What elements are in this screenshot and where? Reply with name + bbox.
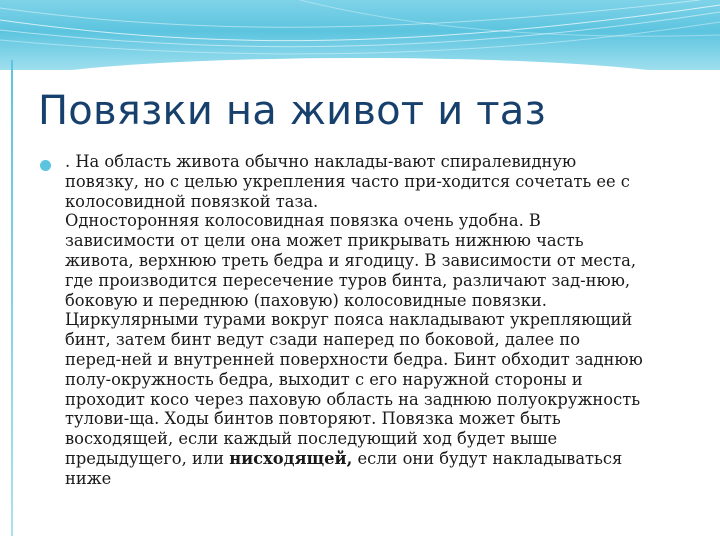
text-line: колосовидной повязкой таза.	[65, 191, 319, 211]
text-line: перед-ней и внутренней поверхности бедра. Бинт обходит заднюю	[65, 349, 643, 369]
slide-body-text	[65, 152, 705, 489]
text-line: зависимости от цели она может прикрывать нижнюю часть	[65, 231, 584, 251]
bold-term: нисходящей,	[229, 448, 353, 468]
text-line: Односторонняя колосовидная повязка очень удобна. В	[65, 211, 541, 231]
text-line: повязку, но с целью укрепления часто при-ходится сочетать ее с	[65, 171, 630, 191]
text-line: полу-окружность бедра, выходит с его наружной стороны и	[65, 369, 583, 389]
text-line: . На область живота обычно наклады-вают спиралевидную	[65, 152, 577, 171]
text-segment: предыдущего, или	[65, 448, 230, 468]
side-accent-line	[11, 60, 13, 536]
header-decoration	[0, 0, 720, 70]
text-line-mixed	[65, 449, 705, 469]
text-line: тулови-ща. Ходы бинтов повторяют. Повязка может быть	[65, 409, 561, 429]
bullet-icon	[40, 160, 51, 171]
text-line: живота, верхнюю треть бедра и ягодицу. В зависимости от места,	[65, 250, 637, 270]
text-line: ниже	[65, 468, 112, 488]
slide-title: Повязки на живот и таз	[38, 88, 546, 134]
text-line: восходящей, если каждый последующий ход будет выше	[65, 429, 558, 449]
text-line: проходит косо через паховую область на заднюю полуокружность	[65, 389, 641, 409]
text-segment: если они будут накладываться	[352, 448, 623, 468]
text-line: бинт, затем бинт ведут сзади наперед по боковой, далее по	[65, 330, 581, 350]
text-line: боковую и переднюю (паховую) колосовидные повязки.	[65, 290, 547, 310]
text-line: Циркулярными турами вокруг пояса накладывают укрепляющий	[65, 310, 633, 330]
text-line: где производится пересечение туров бинта, различают зад-нюю,	[65, 270, 631, 290]
